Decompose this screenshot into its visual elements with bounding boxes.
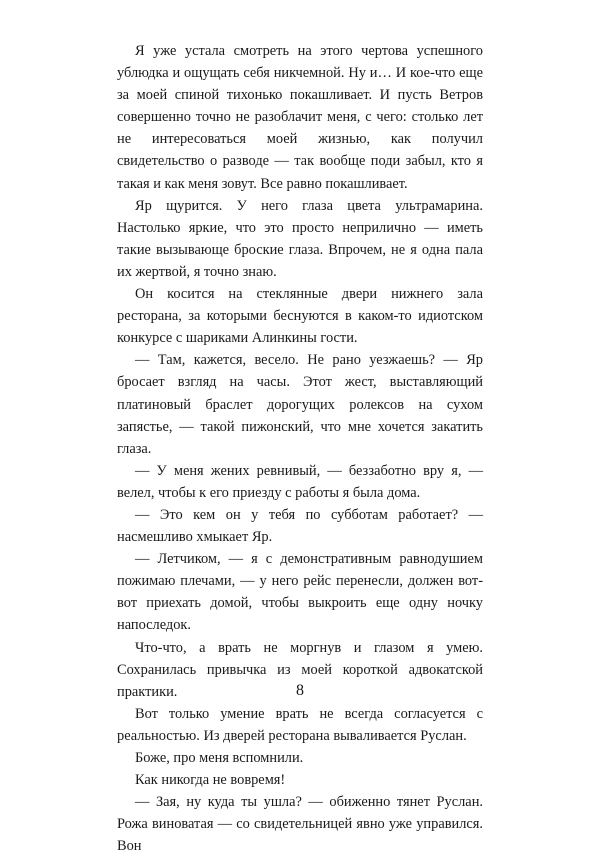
paragraph: Вот только умение врать не всегда согласуется с реальностью. Из дверей ресторана вываливается Руслан. bbox=[117, 705, 483, 744]
paragraph: — Это кем он у тебя по субботам работает? — насмешливо хмыкает Яр. bbox=[117, 506, 483, 546]
page-number: 8 bbox=[296, 682, 304, 699]
paragraph: Боже, про меня вспомнили. bbox=[135, 750, 304, 766]
paragraph: Он косится на стеклянные двери нижнего зала ресторана, за которыми беснуются в каком-то идиотском конкурсе с шариками Алинкины гости. bbox=[117, 286, 483, 347]
paragraph: — Там, кажется, весело. Не рано уезжаешь? — Яр бросает взгляд на часы. Этот жест, выставляющий платиновый браслет дорогущих ролексов на сухом запястье, — такой пижонский, что мне хочется закатить глаза. bbox=[117, 352, 483, 457]
paragraph: Что-что, а врать не моргнув и глазом я умею. Сохранилась привычка из моей короткой адвокатской практики. bbox=[117, 639, 483, 700]
paragraph: — Летчиком, — я с демонстративным равнодушием пожимаю плечами, — у него рейс перенесли, должен вот-вот приехать домой, чтобы выкроить еще одну ночку напоследок. bbox=[117, 551, 483, 634]
paragraph: Как никогда не вовремя! bbox=[135, 772, 286, 789]
paragraph: — Зая, ну куда ты ушла? — обиженно тянет Руслан. Рожа виноватая — со свидетельницей явно уже управился. Вон bbox=[117, 794, 483, 855]
paragraph: — У меня жених ревнивый, — беззаботно вру я, — велел, чтобы к его приезду с работы я была дома. bbox=[117, 462, 483, 501]
paragraph: Я уже устала смотреть на этого чертова успешного ублюдка и ощущать себя никчемной. Ну и… И кое-что еще за моей спиной тихонько покашливает. И пусть Ветров совершенно точно не разоблачит меня, с чего: столько лет не интересоваться моей жизнью, как получил свидетельство о разводе — так вообще поди забыл, кто я такая и как меня зовут. Все равно покашливает. bbox=[117, 43, 483, 192]
paragraph: Яр щурится. У него глаза цвета ультрамарина. Настолько яркие, что это просто неприлично — иметь такие вызывающе броские глаза. Впрочем, не я одна пала их жертвой, я точно знаю. bbox=[117, 197, 483, 280]
body-text bbox=[117, 40, 483, 857]
